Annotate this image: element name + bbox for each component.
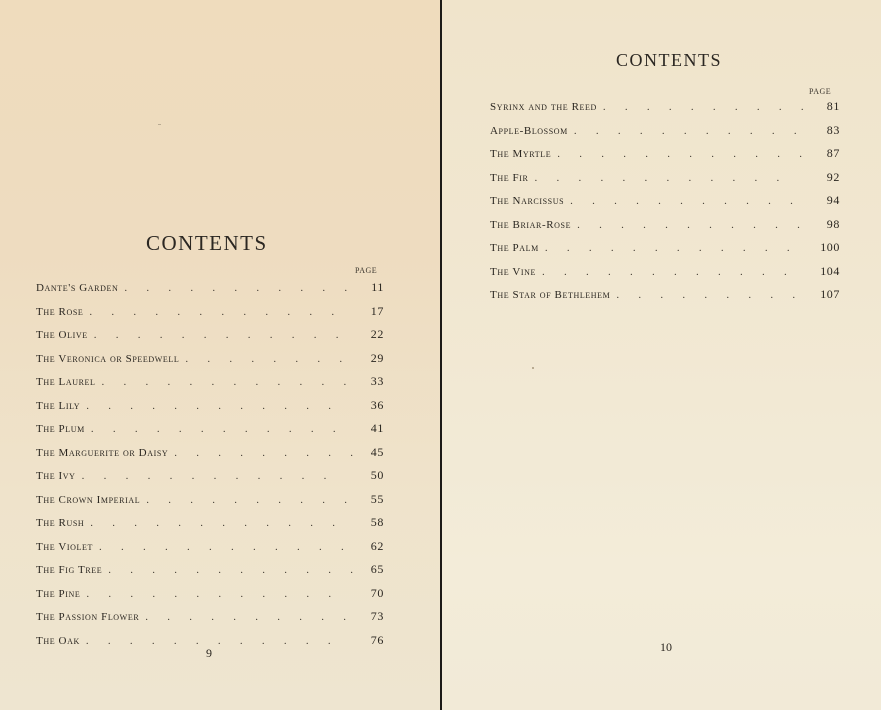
toc-entry-page: 29 <box>370 350 384 365</box>
toc-entry-page: 100 <box>820 240 840 254</box>
toc-entry-page: 17 <box>370 303 384 318</box>
leader-dots <box>82 465 356 489</box>
toc-entry <box>490 95 840 119</box>
toc-entry <box>36 323 384 347</box>
toc-entry-page: 92 <box>826 169 840 184</box>
toc-entry-page: 73 <box>370 609 384 623</box>
toc-entry <box>490 213 840 237</box>
toc-entry <box>36 605 384 629</box>
toc-entry-title: The Laurel <box>36 376 96 388</box>
toc-entry-page: 50 <box>370 468 384 482</box>
toc-entry-page: 94 <box>826 193 840 207</box>
toc-entry-title: The Veronica or Speedwell <box>36 352 180 365</box>
toc-entry-page: 55 <box>370 491 384 506</box>
leader-dots <box>86 395 356 419</box>
toc-entry-page: 83 <box>826 122 840 137</box>
toc-entry <box>36 417 384 441</box>
toc-entry <box>36 464 384 488</box>
page-column-label: PAGE <box>809 87 832 96</box>
toc-entry-page: 41 <box>370 421 384 435</box>
toc-entry-page: 45 <box>370 444 384 459</box>
page-number: 9 <box>206 646 212 660</box>
toc-entry <box>36 300 384 324</box>
toc-entry-title: The Fir <box>490 171 529 184</box>
toc-entry-title: The Marguerite or Daisy <box>36 446 169 459</box>
leader-dots <box>577 214 812 238</box>
toc-entry <box>36 558 384 582</box>
toc-entry-title: The Star of Bethlehem <box>490 289 611 301</box>
toc-entry <box>490 166 840 190</box>
toc-entry <box>490 283 840 307</box>
left-page <box>0 0 440 710</box>
leader-dots <box>534 167 812 191</box>
toc-entry-title: Syrinx and the Reed <box>490 101 597 113</box>
toc-entry-page: 87 <box>826 146 840 160</box>
toc-entry-title: The Passion Flower <box>36 611 140 623</box>
leader-dots <box>99 536 356 560</box>
leader-dots <box>146 489 356 513</box>
paper-speck <box>158 124 161 125</box>
leader-dots <box>545 237 812 261</box>
page-title: CONTENTS <box>616 50 722 70</box>
toc-entry-page: 65 <box>370 562 384 576</box>
toc-entry-page: 36 <box>370 397 384 412</box>
toc-entry <box>36 488 384 512</box>
leader-dots <box>90 512 356 536</box>
toc-entry-title: Dante's Garden <box>36 282 119 294</box>
leader-dots <box>86 630 356 654</box>
toc-entry-title: The Vine <box>490 265 537 278</box>
toc-entry-page: 22 <box>370 327 384 341</box>
toc-entry <box>490 260 840 284</box>
page-title: CONTENTS <box>146 231 268 255</box>
toc-entry-title: The Rose <box>36 305 84 318</box>
toc-entry <box>36 582 384 606</box>
toc-entry <box>490 236 840 260</box>
toc-entry <box>490 142 840 166</box>
right-page <box>442 0 881 710</box>
toc-entry <box>36 535 384 559</box>
toc-entry-page: 107 <box>820 287 840 301</box>
toc-entry-title: The Palm <box>490 242 539 254</box>
toc-entry-title: The Lily <box>36 399 81 412</box>
toc-entry-title: The Fig Tree <box>36 564 103 576</box>
toc-entry-title: Apple-Blossom <box>490 124 568 137</box>
toc-entry <box>490 189 840 213</box>
toc-entry-page: 11 <box>371 280 384 294</box>
leader-dots <box>574 120 812 144</box>
leader-dots <box>91 418 356 442</box>
table-of-contents <box>36 276 384 652</box>
leader-dots <box>145 606 356 630</box>
toc-entry <box>36 441 384 465</box>
toc-entry-title: The Pine <box>36 587 81 600</box>
toc-entry-title: The Myrtle <box>490 148 552 160</box>
toc-entry-title: The Narcissus <box>490 195 565 207</box>
page-number: 10 <box>660 640 672 654</box>
toc-entry-page: 62 <box>370 538 384 553</box>
leader-dots <box>102 371 356 395</box>
leader-dots <box>570 190 812 214</box>
leader-dots <box>94 324 356 348</box>
leader-dots <box>557 143 812 167</box>
leader-dots <box>616 284 812 308</box>
leader-dots <box>89 301 356 325</box>
table-of-contents <box>490 95 840 307</box>
leader-dots <box>174 442 356 466</box>
toc-entry <box>36 347 384 371</box>
toc-entry-title: The Oak <box>36 634 80 647</box>
toc-entry-title: The Violet <box>36 540 93 553</box>
toc-entry-title: The Ivy <box>36 470 76 482</box>
toc-entry-title: The Rush <box>36 517 85 529</box>
toc-entry-page: 70 <box>370 585 384 600</box>
toc-entry-page: 76 <box>370 632 384 647</box>
toc-entry-page: 33 <box>370 374 384 388</box>
leader-dots <box>108 559 356 583</box>
leader-dots <box>542 261 812 285</box>
toc-entry-page: 104 <box>820 263 840 278</box>
toc-entry-page: 98 <box>826 216 840 231</box>
toc-entry <box>36 370 384 394</box>
leader-dots <box>86 583 356 607</box>
toc-entry-title: The Olive <box>36 329 88 341</box>
paper-speck <box>532 367 534 369</box>
toc-entry-title: The Briar-Rose <box>490 218 572 231</box>
leader-dots <box>185 348 356 372</box>
toc-entry-title: The Plum <box>36 423 85 435</box>
leader-dots <box>124 277 356 301</box>
toc-entry <box>36 511 384 535</box>
leader-dots <box>603 96 812 120</box>
page-column-label: PAGE <box>355 266 378 275</box>
toc-entry-page: 81 <box>826 99 840 113</box>
toc-entry <box>36 394 384 418</box>
toc-entry-page: 58 <box>370 515 384 529</box>
toc-entry <box>490 119 840 143</box>
toc-entry <box>36 276 384 300</box>
toc-entry-title: The Crown Imperial <box>36 493 141 506</box>
